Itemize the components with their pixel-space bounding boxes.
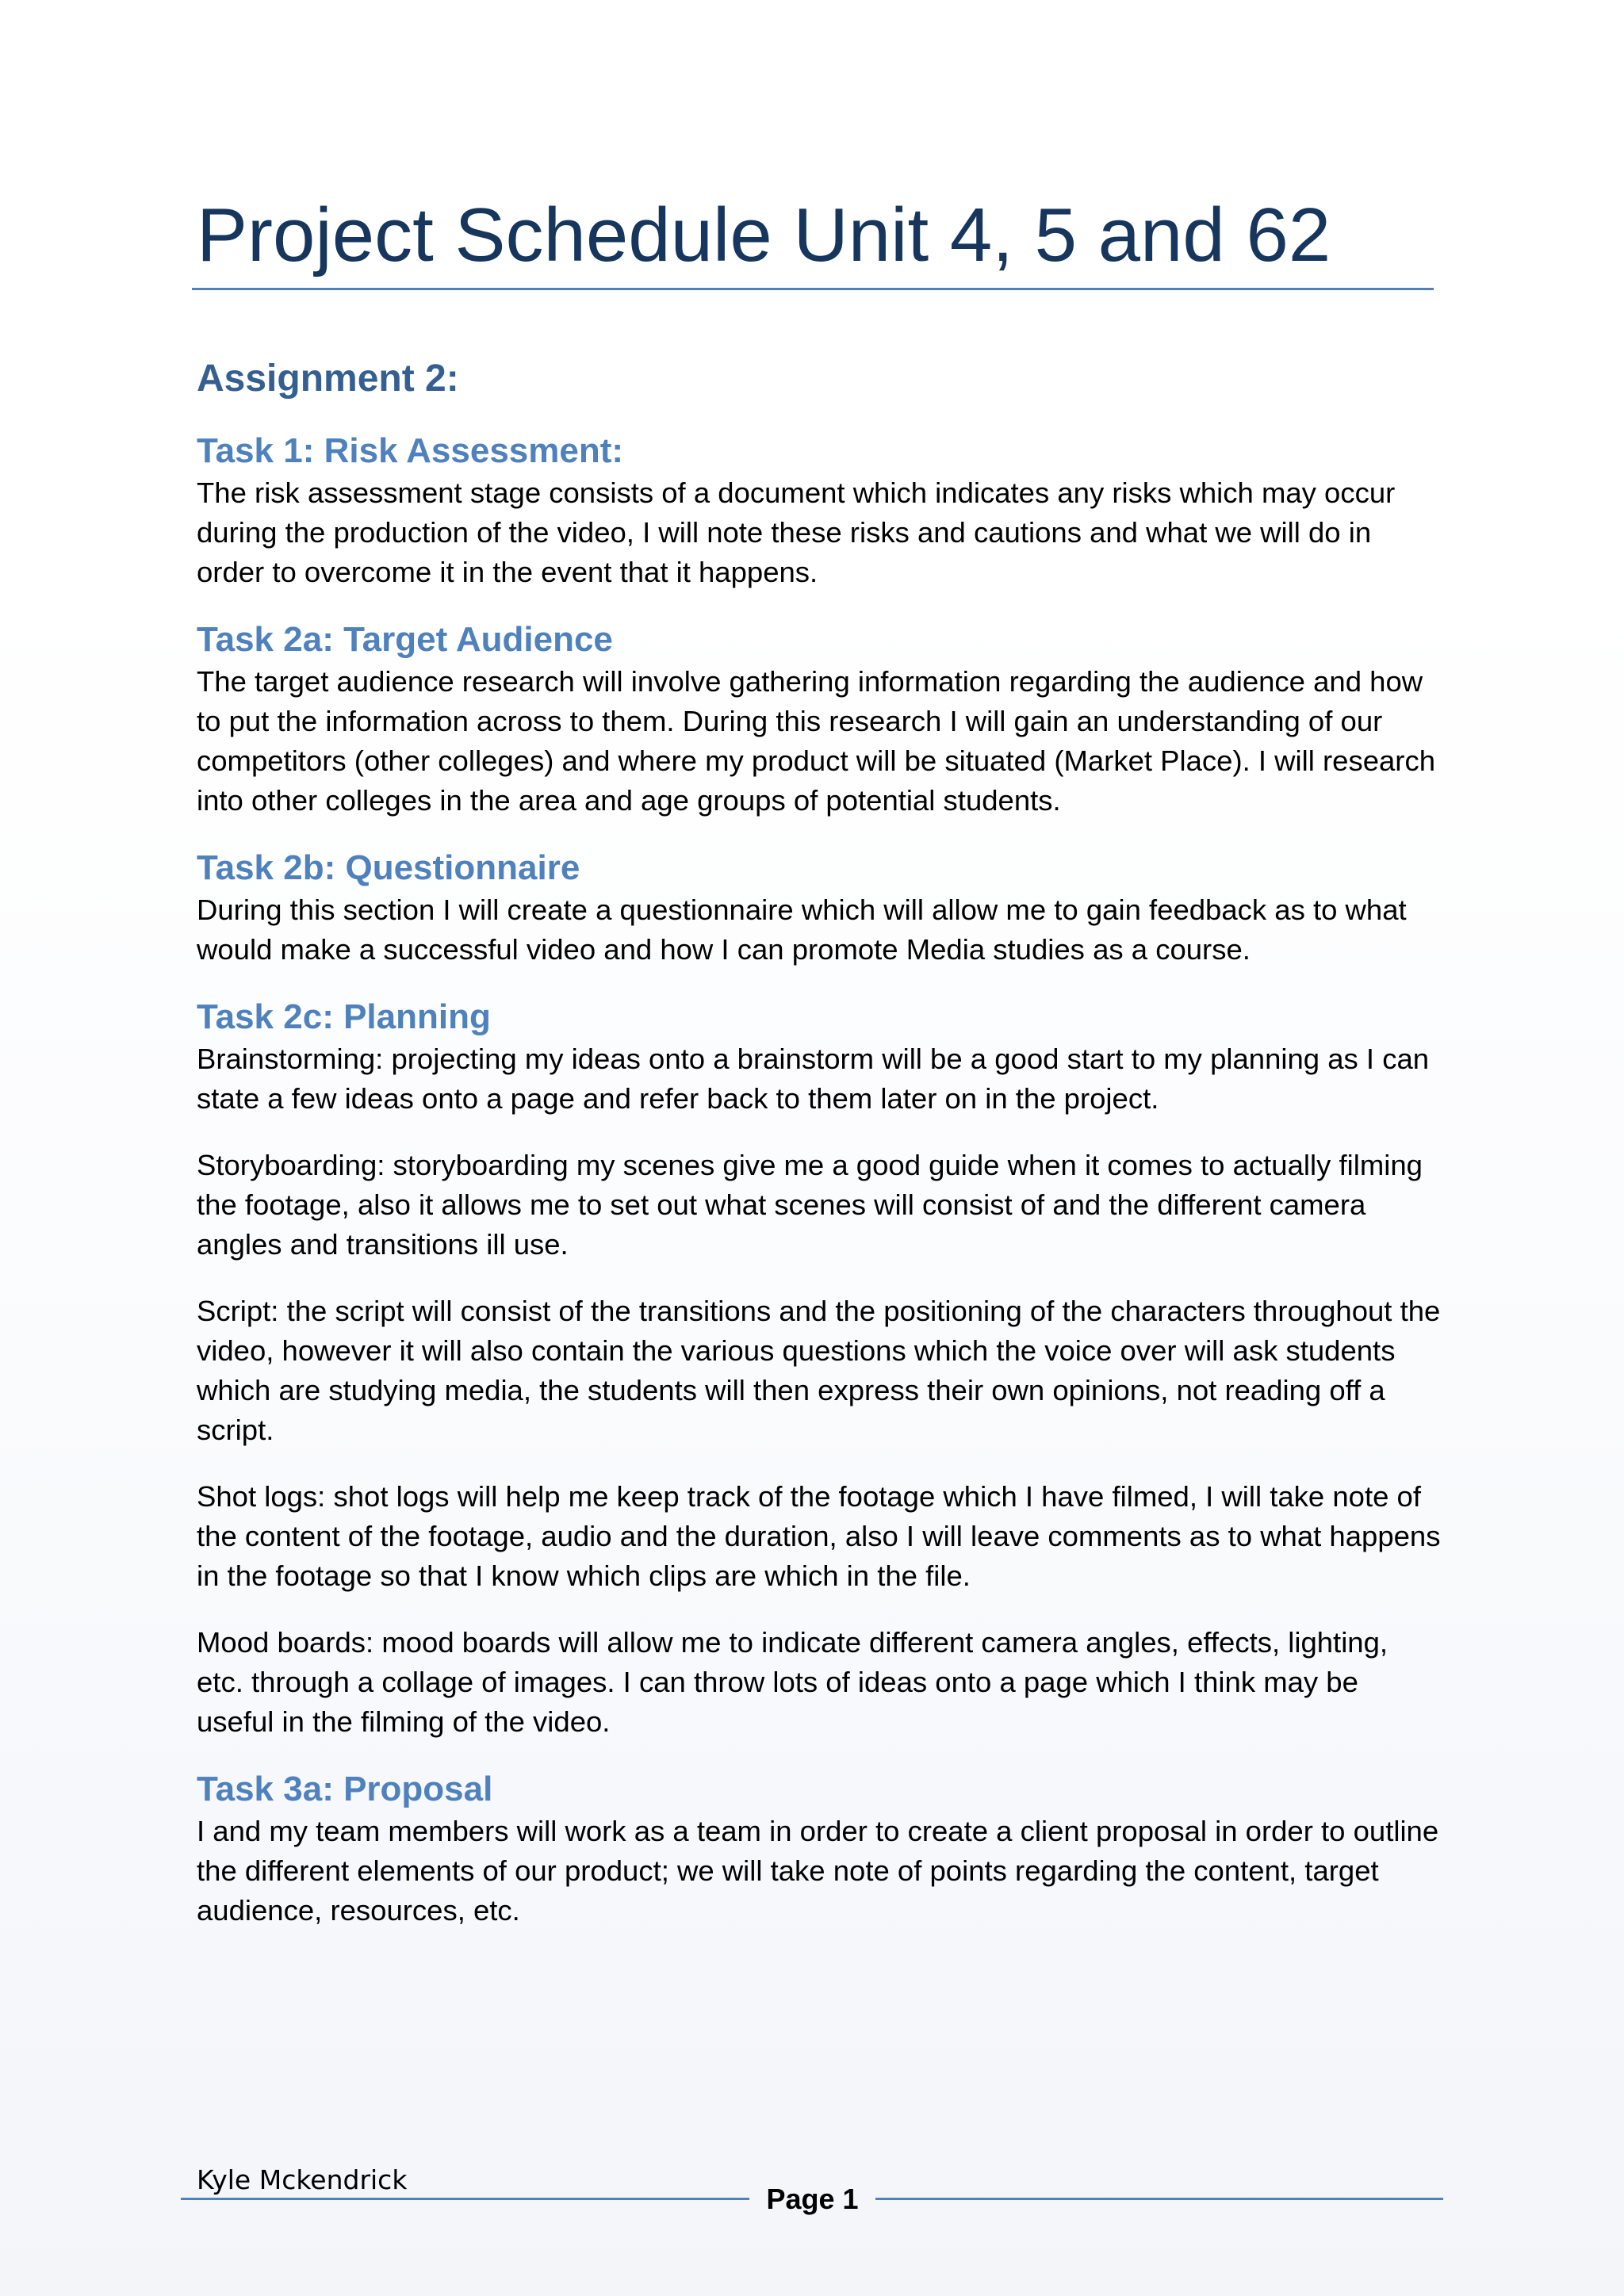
task-heading: Task 2c: Planning: [197, 997, 491, 1036]
page-number: Page 1: [766, 2183, 859, 2215]
footer-author: Kyle Mckendrick: [197, 2164, 408, 2195]
task-heading: Task 3a: Proposal: [197, 1770, 493, 1808]
footer-rule-right: [875, 2198, 1443, 2200]
task-paragraph: The target audience research will involve gathering information regarding the audience and how to put the information across to them. During this research I will gain an understanding of our competitors (other colleges) and where my product will be situated (Market Place). I will research into other colleges in the area and age groups of potential students.: [197, 665, 1436, 817]
task-heading: Task 1: Risk Assessment:: [197, 431, 624, 470]
footer-rule-left: [181, 2198, 749, 2200]
task-heading: Task 2b: Questionnaire: [197, 848, 580, 887]
task-paragraph: The risk assessment stage consists of a document which indicates any risks which may occur during the production of the video, I will note these risks and cautions and what we will do in order to overcome it in the event that it happens.: [197, 476, 1396, 588]
shot-logs-paragraph: Shot logs: shot logs will help me keep track of the footage which I have filmed, I will take note of the content of the footage, audio and the duration, also I will leave comments as to what happens in the footage so that I know which clips are which in the file.: [197, 1480, 1441, 1592]
brainstorming-paragraph: Brainstorming: projecting my ideas onto a brainstorm will be a good start to my planning as I can state a few ideas onto a page and refer back to them later on in the project.: [197, 1043, 1430, 1115]
task-target-audience: [197, 618, 1442, 821]
task-heading: Task 2a: Target Audience: [197, 620, 613, 659]
task-risk-assessment: [197, 429, 1442, 592]
storyboarding-paragraph: Storyboarding: storyboarding my scenes give me a good guide when it comes to actually filming the footage, also it allows me to set out what scenes will consist of and the different camera angles and transitions ill use.: [197, 1149, 1423, 1261]
task-paragraph: I and my team members will work as a team in order to create a client proposal in order to outline the different elements of our product; we will take note of points regarding the content, target audience, resources, etc.: [197, 1815, 1439, 1927]
script-paragraph: Script: the script will consist of the transitions and the positioning of the characters throughout the video, however it will also contain the various questions which the voice over will ask students which are studying media, the students will then express their own opinions, not reading off a script.: [197, 1295, 1441, 1446]
task-planning: [197, 995, 1442, 1742]
mood-boards-paragraph: Mood boards: mood boards will allow me to indicate different camera angles, effects, lighting, etc. through a collage of images. I can throw lots of ideas onto a page which I think may be useful in the filming of the video.: [197, 1626, 1388, 1738]
task-questionnaire: [197, 846, 1442, 970]
task-proposal: [197, 1767, 1442, 1931]
assignment-heading: Assignment 2:: [197, 358, 459, 400]
document-title: Project Schedule Unit 4, 5 and 62: [197, 193, 1331, 277]
title-underline: [192, 288, 1434, 290]
task-paragraph: During this section I will create a questionnaire which will allow me to gain feedback as to what would make a successful video and how I can promote Media studies as a course.: [197, 894, 1407, 966]
task-list: [197, 429, 1442, 1956]
